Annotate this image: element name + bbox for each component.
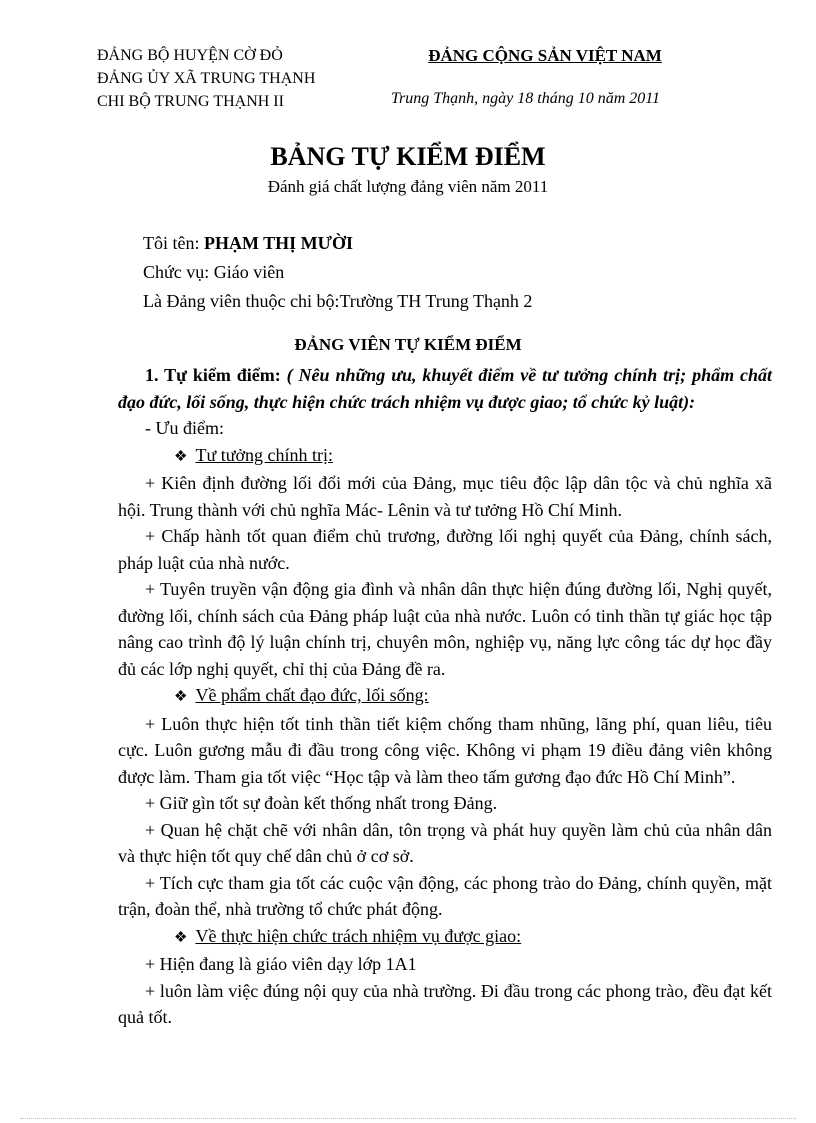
party-header <box>380 44 710 67</box>
org-line-branch: CHI BỘ TRUNG THẠNH II <box>97 93 284 110</box>
strengths-label: - Ưu điểm: <box>145 418 224 438</box>
section-heading-text: Tư tưởng chính trị: <box>195 444 333 465</box>
item-1-instruction: ( Nêu những ưu, khuyết điểm về tư tưởng chính trị; phẩm chất đạo đức, lối sống, thực hiện chức trách nhiệm vụ được giao; tổ chức kỷ luật): <box>118 365 772 412</box>
paragraph: + Hiện đang là giáo viên dạy lớp 1A1 <box>145 954 417 974</box>
member-name-line <box>143 229 532 258</box>
diamond-bullet-icon: ❖ <box>174 448 188 465</box>
member-position: Chức vụ: Giáo viên <box>143 262 285 282</box>
paragraph: + Kiên định đường lối đổi mới của Đảng, mục tiêu độc lập dân tộc và chủ nghĩa xã hội. Trung thành với chủ nghĩa Mác- Lênin và tư tưởng Hồ Chí Minh. <box>118 473 772 520</box>
page-bottom-divider <box>20 1118 796 1119</box>
member-name: PHẠM THỊ MƯỜI <box>204 233 353 253</box>
place-date: Trung Thạnh, ngày 18 tháng 10 năm 2011 <box>391 90 661 107</box>
paragraph: + Chấp hành tốt quan điểm chủ trương, đường lối nghị quyết của Đảng, chính sách, pháp luật của nhà nước. <box>118 526 772 573</box>
name-label: Tôi tên: <box>143 233 204 253</box>
section-heading-political <box>118 442 772 471</box>
item-1-label: 1. Tự kiểm điểm: <box>145 365 287 385</box>
paragraph: + Giữ gìn tốt sự đoàn kết thống nhất trong Đảng. <box>145 793 498 813</box>
paragraph: + Tích cực tham gia tốt các cuộc vận động, các phong trào do Đảng, chính quyền, mặt trận, đoàn thể, nhà trường tổ chức phát động. <box>118 872 772 919</box>
paragraph: + luôn làm việc đúng nội quy của nhà trường. Đi đầu trong các phong trào, đều đạt kết quả tốt. <box>118 980 772 1027</box>
org-line-commune: ĐẢNG ỦY XÃ TRUNG THẠNH <box>97 70 316 87</box>
section-title: ĐẢNG VIÊN TỰ KIỂM ĐIỂM <box>294 335 522 354</box>
party-name: ĐẢNG CỘNG SẢN VIỆT NAM <box>428 46 662 65</box>
org-line-district: ĐẢNG BỘ HUYỆN CỜ ĐỎ <box>97 47 283 64</box>
diamond-bullet-icon: ❖ <box>174 689 188 705</box>
diamond-bullet-icon: ❖ <box>174 929 188 946</box>
paragraph: + Quan hệ chặt chẽ với nhân dân, tôn trọng và phát huy quyền làm chủ của nhân dân và thực hiện tốt quy chế dân chủ ở cơ sở. <box>118 819 772 866</box>
item-1 <box>118 362 772 415</box>
section-heading-text: Về phẩm chất đạo đức, lối sống: <box>195 685 429 705</box>
self-assessment-body <box>118 362 772 1031</box>
section-heading-duties <box>118 923 772 952</box>
paragraph: + Luôn thực hiện tốt tinh thần tiết kiệm chống tham nhũng, lãng phí, quan liêu, tiêu cực. Luôn gương mẫu đi đầu trong công việc. Không vi phạm 19 điều đảng viên không được làm. Tham gia tốt việc “Học tập và làm theo tấm gương đạo đức Hồ Chí Minh”. <box>118 713 772 787</box>
member-info <box>143 229 532 316</box>
document-subtitle: Đánh giá chất lượng đảng viên năm 2011 <box>267 177 549 196</box>
member-branch: Là Đảng viên thuộc chi bộ:Trường TH Trung Thạnh 2 <box>143 291 533 311</box>
paragraph: + Tuyên truyền vận động gia đình và nhân dân thực hiện đúng đường lối, Nghị quyết, đường lối, chính sách của Đảng pháp luật của nhà nước. Luôn có tinh thần tự giác học tập nâng cao trình độ lý luận chính trị, chuyên môn, nghiệp vụ, năng lực công tác dự học đầy đủ các lớp nghị quyết, chỉ thị của Đảng đề ra. <box>118 579 772 679</box>
section-heading-text: Về thực hiện chức trách nhiệm vụ được giao: <box>195 925 522 946</box>
issuing-organization <box>97 44 315 113</box>
document-title: BẢNG TỰ KIỂM ĐIỂM <box>270 142 546 171</box>
section-heading-ethics <box>118 682 772 711</box>
